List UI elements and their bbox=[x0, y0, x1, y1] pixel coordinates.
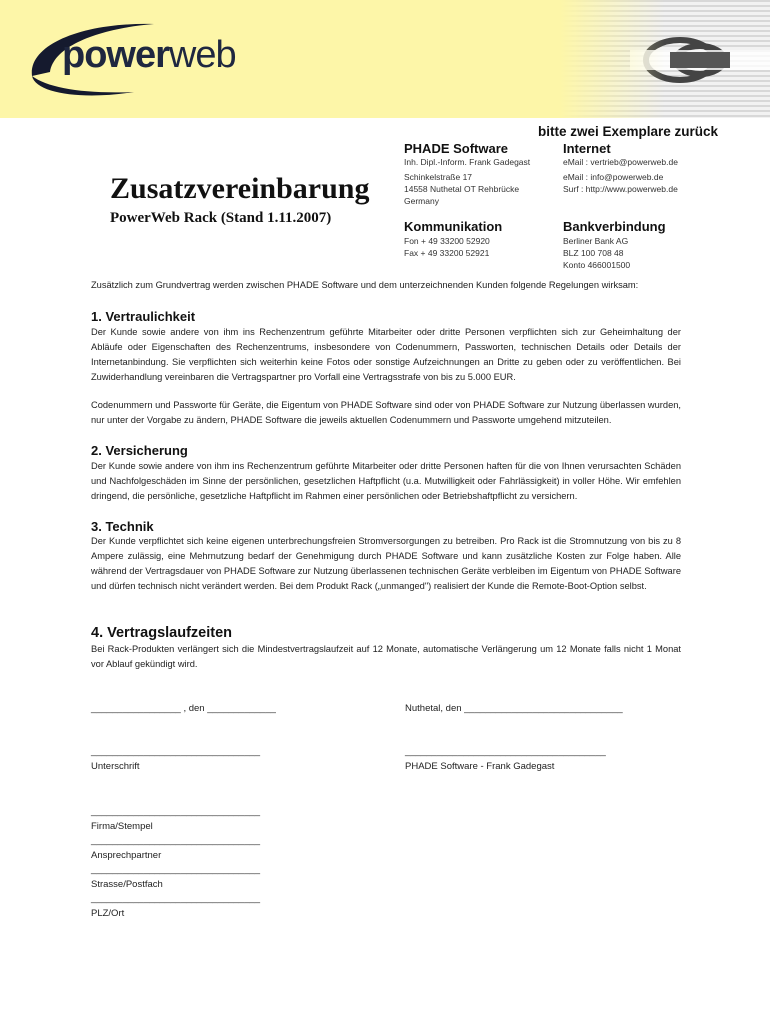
document-subtitle: PowerWeb Rack (Stand 1.11.2007) bbox=[110, 210, 332, 226]
bank-code: BLZ 100 708 48 bbox=[563, 248, 624, 258]
field-line: ________________________________ bbox=[91, 893, 261, 904]
section-heading: 1. Vertraulichkeit bbox=[91, 309, 196, 324]
banner-graphic bbox=[560, 0, 770, 118]
signature-label: Unterschrift bbox=[91, 761, 140, 772]
signature-line: ________________________________ bbox=[91, 746, 261, 757]
signature-line: ______________________________________ bbox=[405, 746, 606, 757]
section-paragraph: Der Kunde verpflichtet sich keine eigenen unterbrechungsfreien Stromversorgungen zu betreiben. Pro Rack ist die Stromnutzung von bis zu 8 Ampere zulässig, eine Mehrnutzung bedarf der Genehmigung durch PHADE Software und kann zusätzliche Kosten zur Folge haben. Alle während der Vertragsdauer von PHADE Software zur Nutzung überlassenen technischen Geräte verbleiben im Eigentum von PHADE Software und dürfen technisch nicht verändert werden. Bei dem Produkt Rack („unmanged") realisiert der Kunde die Remote-Boot-Option selbst. bbox=[91, 536, 681, 591]
field-line: ________________________________ bbox=[91, 835, 261, 846]
street: Schinkelstraße 17 bbox=[404, 172, 473, 182]
nuthetal-date-field: Nuthetal, den ______________________________ bbox=[405, 703, 623, 714]
return-note: bitte zwei Exemplare zurück bbox=[538, 124, 719, 139]
section-paragraph: Der Kunde sowie andere von ihm ins Rechenzentrum geführte Mitarbeiter oder dritte Personen haften für die von Ihnen verursachten Schäden und Nachfolgeschäden im Sinne der persönlichen, gesetzlichen Haftpflicht (u.a. Mutwilligkeit oder Fahrlässigkeit) in voller Höhe. Wir emfehlen dringend, die persönliche, gesetzliche Haftpflicht im Rahmen einer persönlichen oder Betriebshaftpflicht zu versichern. bbox=[91, 461, 681, 501]
field-line: ________________________________ bbox=[91, 864, 261, 875]
logo-light: web bbox=[168, 34, 236, 76]
logo-wordmark bbox=[62, 34, 236, 77]
intro-text: Zusätzlich zum Grundvertrag werden zwischen PHADE Software und dem unterzeichnenden Kunden folgende Regelungen wirksam: bbox=[91, 280, 639, 290]
section-paragraph: Der Kunde sowie andere von ihm ins Rechenzentrum geführte Mitarbeiter oder dritte Personen verpflichten sich zur Geheimhaltung der Abläufe oder Eigenschaften des Rechenzentrums, insbesondere von Codenummern, Passworten, technischen Details oder Details der Internetanbindung. Sie verpflichten sich weiterhin keine Fotos oder sonstige Aufzeichnungen an Dritte zu geben oder zu veröffentlichen. Bei Zuwiderhandlung vereinbaren die Vertragspartner pro Vorfall eine Vertragsstrafe von bis zu 5.000 EUR. bbox=[91, 327, 681, 382]
section-heading: 3. Technik bbox=[91, 519, 154, 534]
section-heading: 4. Vertragslaufzeiten bbox=[91, 625, 233, 641]
country: Germany bbox=[404, 196, 439, 206]
account-number: Konto 466001500 bbox=[563, 260, 631, 270]
field-label: Strasse/Postfach bbox=[91, 879, 163, 890]
email-info: eMail : info@powerweb.de bbox=[563, 172, 664, 182]
section-paragraph: Codenummern und Passworte für Geräte, die Eigentum von PHADE Software sind oder von PHADE Software zur Nutzung überlassen wurden, nur unter der Vorgabe zu ändern, PHADE Software die jeweils aktuellen Codenummern und Passworte umgehend mitzuteilen. bbox=[91, 400, 681, 425]
internet-heading: Internet bbox=[563, 141, 611, 156]
bank-name: Berliner Bank AG bbox=[563, 236, 629, 246]
phone: Fon + 49 33200 52920 bbox=[404, 236, 490, 246]
field-label: Firma/Stempel bbox=[91, 821, 153, 832]
field-line: ________________________________ bbox=[91, 806, 261, 817]
field-label: PLZ/Ort bbox=[91, 908, 125, 919]
field-label: Ansprechpartner bbox=[91, 850, 162, 861]
owner: Inh. Dipl.-Inform. Frank Gadegast bbox=[404, 157, 531, 167]
signature-label: PHADE Software - Frank Gadegast bbox=[405, 761, 555, 772]
website: Surf : http://www.powerweb.de bbox=[563, 184, 678, 194]
logo-bold: power bbox=[62, 34, 169, 76]
city: 14558 Nuthetal OT Rehbrücke bbox=[404, 184, 520, 194]
email-vertrieb: eMail : vertrieb@powerweb.de bbox=[563, 157, 678, 167]
place-date-field: _________________ , den _____________ bbox=[91, 703, 276, 714]
section-heading: 2. Versicherung bbox=[91, 443, 188, 458]
section-paragraph: Bei Rack-Produkten verlängert sich die Mindestvertragslaufzeit auf 12 Monate, automatische Verlängerung um 12 Monate falls nicht 1 Monat vor Ablauf gekündigt wird. bbox=[91, 644, 681, 669]
bank-heading: Bankverbindung bbox=[563, 219, 666, 234]
company-name: PHADE Software bbox=[404, 141, 509, 156]
communication-heading: Kommunikation bbox=[404, 219, 503, 234]
document-title: Zusatzvereinbarung bbox=[110, 172, 370, 205]
fax: Fax + 49 33200 52921 bbox=[404, 248, 490, 258]
